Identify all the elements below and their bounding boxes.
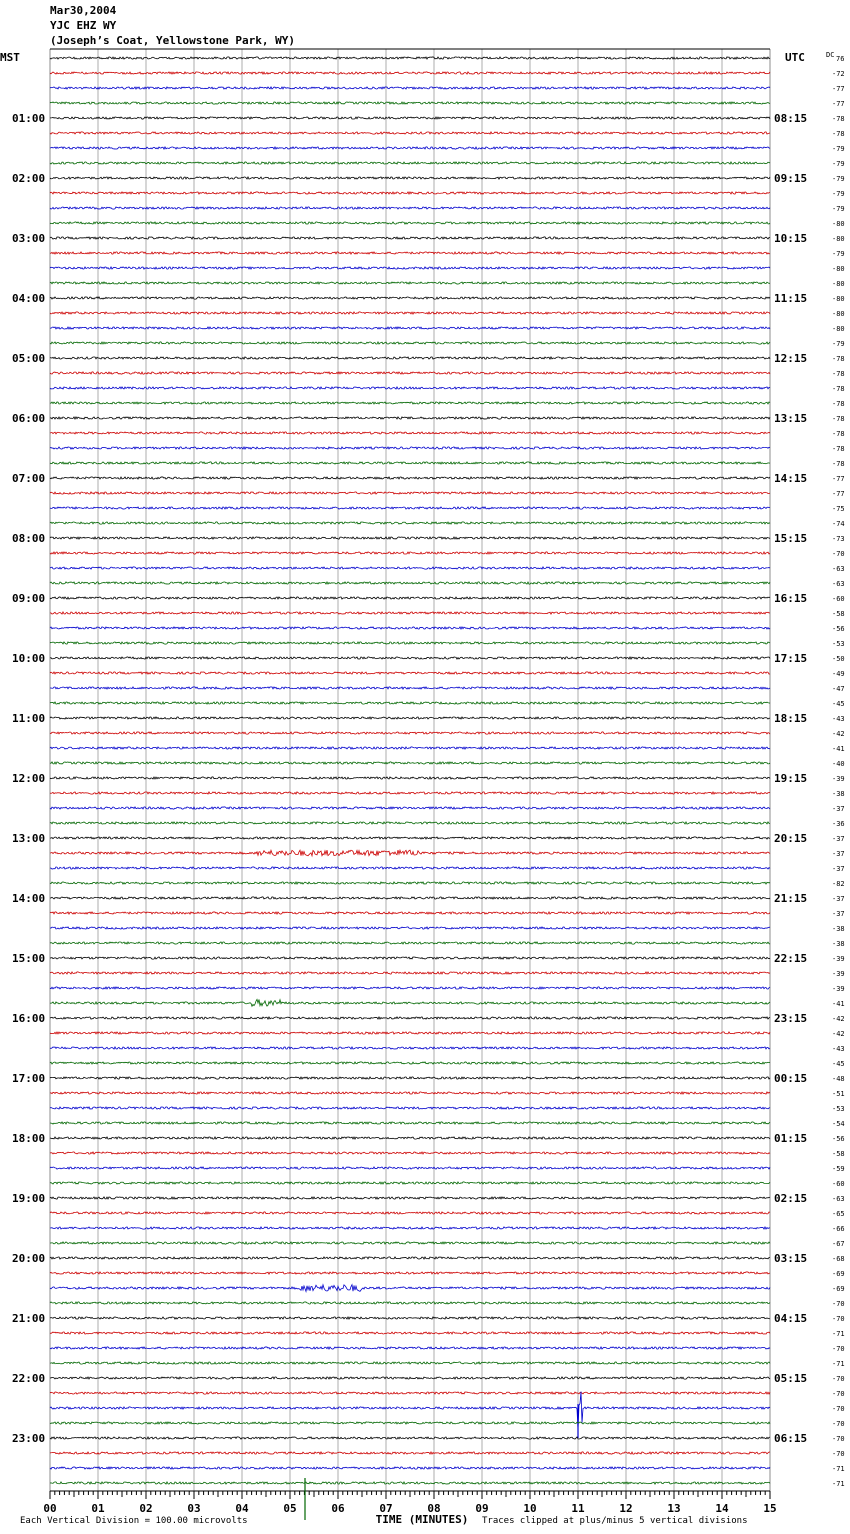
dc-offset-label: -72 xyxy=(832,70,845,78)
dc-offset-label: -70 xyxy=(832,1450,845,1458)
seismic-traces xyxy=(50,57,770,1484)
dc-offset-label: -70 xyxy=(832,1420,845,1428)
mst-hour-label: 01:00 xyxy=(12,112,46,125)
dc-offset-label: -42 xyxy=(832,1030,845,1038)
x-tick-label: 08 xyxy=(427,1502,441,1515)
mst-hour-label: 02:00 xyxy=(12,172,46,185)
dc-offset-label: -74 xyxy=(832,520,845,528)
dc-offset-label: -36 xyxy=(832,820,845,828)
trace-line xyxy=(50,1285,770,1292)
dc-offset-label: -50 xyxy=(832,655,845,663)
dc-offset-label: -70 xyxy=(832,1315,845,1323)
dc-offset-label: -77 xyxy=(832,100,845,108)
trace-line xyxy=(50,612,770,614)
utc-hour-label: 18:15 xyxy=(774,712,808,725)
trace-line xyxy=(50,702,770,704)
plot-grid xyxy=(50,49,770,1491)
dc-offset-label: -77 xyxy=(832,475,845,483)
utc-hour-label: 10:15 xyxy=(774,232,808,245)
mst-hour-label: 13:00 xyxy=(12,832,46,845)
dc-offset-label: -47 xyxy=(832,685,845,693)
trace-line xyxy=(50,447,770,449)
dc-offset-label: -45 xyxy=(832,1060,845,1068)
trace-line xyxy=(50,1347,770,1349)
trace-line xyxy=(50,342,770,344)
mst-hour-label: 12:00 xyxy=(12,772,46,785)
trace-line xyxy=(50,582,770,584)
mst-hour-label: 19:00 xyxy=(12,1192,46,1205)
dc-offset-label: -41 xyxy=(832,1000,845,1008)
utc-hour-label: 05:15 xyxy=(774,1372,808,1385)
dc-offset-label: -80 xyxy=(832,220,845,228)
dc-offset-label: -70 xyxy=(832,1375,845,1383)
mst-hour-label: 16:00 xyxy=(12,1012,46,1025)
dc-offset-label: -53 xyxy=(832,640,845,648)
trace-line xyxy=(50,1137,770,1139)
dc-offset-label: -80 xyxy=(832,295,845,303)
trace-line xyxy=(50,417,770,419)
mst-hour-label: 07:00 xyxy=(12,472,46,485)
dc-offset-label: -68 xyxy=(832,1255,845,1263)
dc-offset-label: -42 xyxy=(832,730,845,738)
trace-line xyxy=(50,1422,770,1424)
dc-offset-label: -70 xyxy=(832,1405,845,1413)
dc-offset-label: -38 xyxy=(832,925,845,933)
trace-line xyxy=(50,117,770,119)
trace-line xyxy=(50,1167,770,1169)
utc-hour-label: 11:15 xyxy=(774,292,808,305)
left-zone-label: MST xyxy=(0,51,20,64)
trace-line xyxy=(50,87,770,89)
trace-line xyxy=(50,552,770,554)
trace-line xyxy=(50,957,770,959)
trace-line xyxy=(50,192,770,194)
scale-note: Each Vertical Division = 100.00 microvolts xyxy=(20,1516,248,1526)
trace-line xyxy=(50,717,770,719)
trace-line xyxy=(50,1272,770,1274)
x-tick-label: 01 xyxy=(91,1502,105,1515)
dc-offset-label: -42 xyxy=(832,1015,845,1023)
dc-offset-label: -70 xyxy=(832,1300,845,1308)
trace-line xyxy=(50,1107,770,1109)
trace-line xyxy=(50,567,770,569)
mst-hour-label: 04:00 xyxy=(12,292,46,305)
dc-offset-label: -49 xyxy=(832,670,845,678)
trace-line xyxy=(50,867,770,869)
dc-offset-label: -78 xyxy=(832,415,845,423)
trace-line xyxy=(50,807,770,809)
dc-offset-label: -80 xyxy=(832,310,845,318)
dc-offset-label: -79 xyxy=(832,175,845,183)
dc-offset-label: -37 xyxy=(832,850,845,858)
trace-line xyxy=(50,282,770,284)
trace-line xyxy=(50,762,770,764)
trace-line xyxy=(50,72,770,74)
x-tick-label: 09 xyxy=(475,1502,489,1515)
utc-hour-label: 14:15 xyxy=(774,472,808,485)
dc-offset-label: -69 xyxy=(832,1285,845,1293)
dc-offset-label: -54 xyxy=(832,1120,845,1128)
trace-line xyxy=(50,477,770,479)
trace-line xyxy=(50,837,770,839)
trace-line xyxy=(50,312,770,314)
dc-offset-label: -39 xyxy=(832,775,845,783)
trace-line xyxy=(50,402,770,404)
station-code: YJC EHZ WY xyxy=(50,19,117,32)
dc-offset-label: -78 xyxy=(832,115,845,123)
trace-line xyxy=(50,462,770,464)
trace-line xyxy=(50,222,770,224)
dc-offset-label: -78 xyxy=(832,370,845,378)
trace-line xyxy=(50,627,770,629)
utc-hour-label: 22:15 xyxy=(774,952,808,965)
dc-offset-label: -70 xyxy=(832,1345,845,1353)
mst-hour-label: 06:00 xyxy=(12,412,46,425)
dc-offset-label: -80 xyxy=(832,325,845,333)
dc-offset-label: -79 xyxy=(832,190,845,198)
trace-line xyxy=(50,1197,770,1199)
dc-offset-label: -43 xyxy=(832,715,845,723)
dc-offset-label: -80 xyxy=(832,265,845,273)
trace-line xyxy=(50,177,770,179)
x-tick-label: 07 xyxy=(379,1502,393,1515)
trace-line xyxy=(50,747,770,749)
mst-hour-label: 22:00 xyxy=(12,1372,46,1385)
dc-offset-label: 76 xyxy=(836,55,845,63)
utc-hour-label: 21:15 xyxy=(774,892,808,905)
dc-offset-label: -80 xyxy=(832,235,845,243)
x-tick-label: 06 xyxy=(331,1502,345,1515)
trace-line xyxy=(50,492,770,494)
dc-offset-label: -65 xyxy=(832,1210,845,1218)
trace-line xyxy=(50,912,770,914)
trace-line xyxy=(50,147,770,149)
trace-line xyxy=(50,642,770,644)
dc-offset-label: -78 xyxy=(832,460,845,468)
trace-line xyxy=(50,1332,770,1334)
dc-offset-label: -60 xyxy=(832,1180,845,1188)
clip-note: Traces clipped at plus/minus 5 vertical divisions xyxy=(482,1516,748,1526)
dc-offset-label: -78 xyxy=(832,400,845,408)
trace-line xyxy=(50,882,770,884)
dc-offset-label: -63 xyxy=(832,1195,845,1203)
station-date: Mar30,2004 xyxy=(50,4,117,17)
dc-offset-label: -63 xyxy=(832,580,845,588)
trace-line xyxy=(50,1122,770,1124)
trace-line xyxy=(50,672,770,674)
utc-hour-label: 04:15 xyxy=(774,1312,808,1325)
trace-line xyxy=(50,792,770,794)
dc-offset-label: -78 xyxy=(832,430,845,438)
x-tick-label: 10 xyxy=(523,1502,537,1515)
x-tick-label: 14 xyxy=(715,1502,729,1515)
dc-offset-label: -37 xyxy=(832,835,845,843)
utc-hour-label: 20:15 xyxy=(774,832,808,845)
dc-offset-label: -79 xyxy=(832,250,845,258)
dc-offset-label: -38 xyxy=(832,790,845,798)
trace-line xyxy=(50,537,770,539)
utc-hour-label: 15:15 xyxy=(774,532,808,545)
trace-line xyxy=(50,237,770,239)
trace-line xyxy=(50,1182,770,1184)
trace-line xyxy=(50,57,770,59)
dc-offset-label: -37 xyxy=(832,805,845,813)
trace-line xyxy=(50,1212,770,1214)
trace-line xyxy=(50,372,770,374)
trace-line xyxy=(50,1377,770,1379)
x-tick-label: 04 xyxy=(235,1502,249,1515)
trace-line xyxy=(50,1227,770,1229)
x-tick-label: 00 xyxy=(43,1502,57,1515)
utc-hour-label: 19:15 xyxy=(774,772,808,785)
dc-offset-label: -70 xyxy=(832,1435,845,1443)
trace-line xyxy=(50,1392,770,1394)
x-tick-label: 02 xyxy=(139,1502,153,1515)
dc-offset-label: -71 xyxy=(832,1480,845,1488)
trace-line xyxy=(50,927,770,929)
mst-hour-label: 20:00 xyxy=(12,1252,46,1265)
trace-line xyxy=(50,1047,770,1049)
dc-offset-label: -58 xyxy=(832,1150,845,1158)
trace-line xyxy=(50,822,770,824)
dc-offset-label: -53 xyxy=(832,1105,845,1113)
dc-offset-label: -67 xyxy=(832,1240,845,1248)
trace-line xyxy=(50,252,770,254)
trace-line xyxy=(50,987,770,989)
dc-offset-label: -79 xyxy=(832,340,845,348)
x-tick-label: 11 xyxy=(571,1502,585,1515)
trace-line xyxy=(50,297,770,299)
dc-offset-label: -59 xyxy=(832,1165,845,1173)
trace-line xyxy=(50,267,770,269)
mst-hour-label: 17:00 xyxy=(12,1072,46,1085)
dc-offset-label: -43 xyxy=(832,1045,845,1053)
trace-line xyxy=(50,1452,770,1454)
trace-line xyxy=(50,657,770,659)
dc-offset-label: -45 xyxy=(832,700,845,708)
trace-line xyxy=(50,1032,770,1034)
dc-offset-label: -39 xyxy=(832,955,845,963)
mst-hour-label: 03:00 xyxy=(12,232,46,245)
utc-hour-label: 09:15 xyxy=(774,172,808,185)
dc-offset-label: -37 xyxy=(832,910,845,918)
trace-line xyxy=(50,897,770,899)
mst-hour-label: 14:00 xyxy=(12,892,46,905)
trace-line xyxy=(50,1152,770,1154)
dc-offset-label: -39 xyxy=(832,970,845,978)
dc-offset-label: -56 xyxy=(832,1135,845,1143)
dc-offset-label: -78 xyxy=(832,130,845,138)
utc-hour-label: 23:15 xyxy=(774,1012,808,1025)
dc-offset-label: -70 xyxy=(832,1390,845,1398)
dc-offset-label: -78 xyxy=(832,355,845,363)
trace-line xyxy=(50,732,770,734)
dc-offset-label: -82 xyxy=(832,880,845,888)
trace-line xyxy=(50,1017,770,1019)
dc-offset-label: -51 xyxy=(832,1090,845,1098)
trace-line xyxy=(50,1077,770,1079)
dc-offset-label: -77 xyxy=(832,490,845,498)
trace-line xyxy=(50,327,770,329)
trace-line xyxy=(50,597,770,599)
x-axis-title: TIME (MINUTES) xyxy=(375,1513,469,1526)
mst-hour-label: 08:00 xyxy=(12,532,46,545)
trace-line xyxy=(50,999,770,1006)
dc-offset-label: -77 xyxy=(832,85,845,93)
dc-offset-label: -71 xyxy=(832,1465,845,1473)
utc-hour-label: 13:15 xyxy=(774,412,808,425)
utc-hour-label: 02:15 xyxy=(774,1192,808,1205)
trace-line xyxy=(50,1392,770,1431)
dc-offset-label: -39 xyxy=(832,985,845,993)
trace-line xyxy=(50,1317,770,1319)
dc-offset-label: -37 xyxy=(832,895,845,903)
trace-line xyxy=(50,1062,770,1064)
trace-line xyxy=(50,162,770,164)
dc-offset-label: -79 xyxy=(832,205,845,213)
trace-line xyxy=(50,850,770,856)
x-tick-label: 03 xyxy=(187,1502,201,1515)
x-tick-label: 12 xyxy=(619,1502,633,1515)
dc-offset-label: -41 xyxy=(832,745,845,753)
trace-line xyxy=(50,507,770,509)
right-zone-label: UTC xyxy=(785,51,805,64)
station-location: (Joseph’s Coat, Yellowstone Park, WY) xyxy=(50,34,296,47)
mst-hour-label: 10:00 xyxy=(12,652,46,665)
dc-offset-label: -38 xyxy=(832,940,845,948)
trace-line xyxy=(50,777,770,779)
trace-line xyxy=(50,1302,770,1304)
dc-offset-label: -40 xyxy=(832,760,845,768)
trace-line xyxy=(50,942,770,944)
trace-line xyxy=(50,1467,770,1469)
dc-offset-label: -60 xyxy=(832,595,845,603)
dc-offset-label: -79 xyxy=(832,160,845,168)
mst-hour-label: 18:00 xyxy=(12,1132,46,1145)
dc-offset-label: -78 xyxy=(832,445,845,453)
x-tick-label: 15 xyxy=(763,1502,777,1515)
utc-hour-label: 01:15 xyxy=(774,1132,808,1145)
utc-hour-label: 12:15 xyxy=(774,352,808,365)
trace-line xyxy=(50,1437,770,1439)
trace-line xyxy=(50,432,770,434)
trace-line xyxy=(50,132,770,134)
mst-hour-label: 09:00 xyxy=(12,592,46,605)
trace-line xyxy=(50,1092,770,1094)
mst-hour-label: 23:00 xyxy=(12,1432,46,1445)
mst-hour-label: 15:00 xyxy=(12,952,46,965)
utc-hour-label: 06:15 xyxy=(774,1432,808,1445)
dc-offset-label: -58 xyxy=(832,610,845,618)
dc-offset-label: -71 xyxy=(832,1360,845,1368)
dc-offset-label: -71 xyxy=(832,1330,845,1338)
dc-offset-label: -66 xyxy=(832,1225,845,1233)
trace-line xyxy=(50,357,770,359)
trace-line xyxy=(50,972,770,974)
dc-offset-label: -75 xyxy=(832,505,845,513)
utc-hour-label: 16:15 xyxy=(774,592,808,605)
trace-line xyxy=(50,522,770,524)
dc-offset-label: -70 xyxy=(832,550,845,558)
dc-offset-label: -63 xyxy=(832,565,845,573)
dc-offset-label: -37 xyxy=(832,865,845,873)
trace-line xyxy=(50,1257,770,1259)
trace-line xyxy=(50,207,770,209)
dc-offset-label: -73 xyxy=(832,535,845,543)
x-tick-label: 05 xyxy=(283,1502,297,1515)
x-tick-label: 13 xyxy=(667,1502,681,1515)
dc-offset-label: -79 xyxy=(832,145,845,153)
dc-label: DC xyxy=(826,51,835,59)
trace-line xyxy=(50,387,770,389)
utc-hour-label: 08:15 xyxy=(774,112,808,125)
trace-line xyxy=(50,687,770,689)
mst-hour-label: 21:00 xyxy=(12,1312,46,1325)
trace-line xyxy=(50,1362,770,1364)
dc-offset-label: -56 xyxy=(832,625,845,633)
trace-line xyxy=(50,1482,770,1484)
utc-hour-label: 03:15 xyxy=(774,1252,808,1265)
dc-offset-label: -69 xyxy=(832,1270,845,1278)
trace-line xyxy=(50,1242,770,1244)
dc-offset-label: -78 xyxy=(832,385,845,393)
dc-offset-label: -48 xyxy=(832,1075,845,1083)
trace-line xyxy=(50,102,770,104)
mst-hour-label: 11:00 xyxy=(12,712,46,725)
dc-offset-label: -80 xyxy=(832,280,845,288)
utc-hour-label: 00:15 xyxy=(774,1072,808,1085)
mst-hour-label: 05:00 xyxy=(12,352,46,365)
utc-hour-label: 17:15 xyxy=(774,652,808,665)
